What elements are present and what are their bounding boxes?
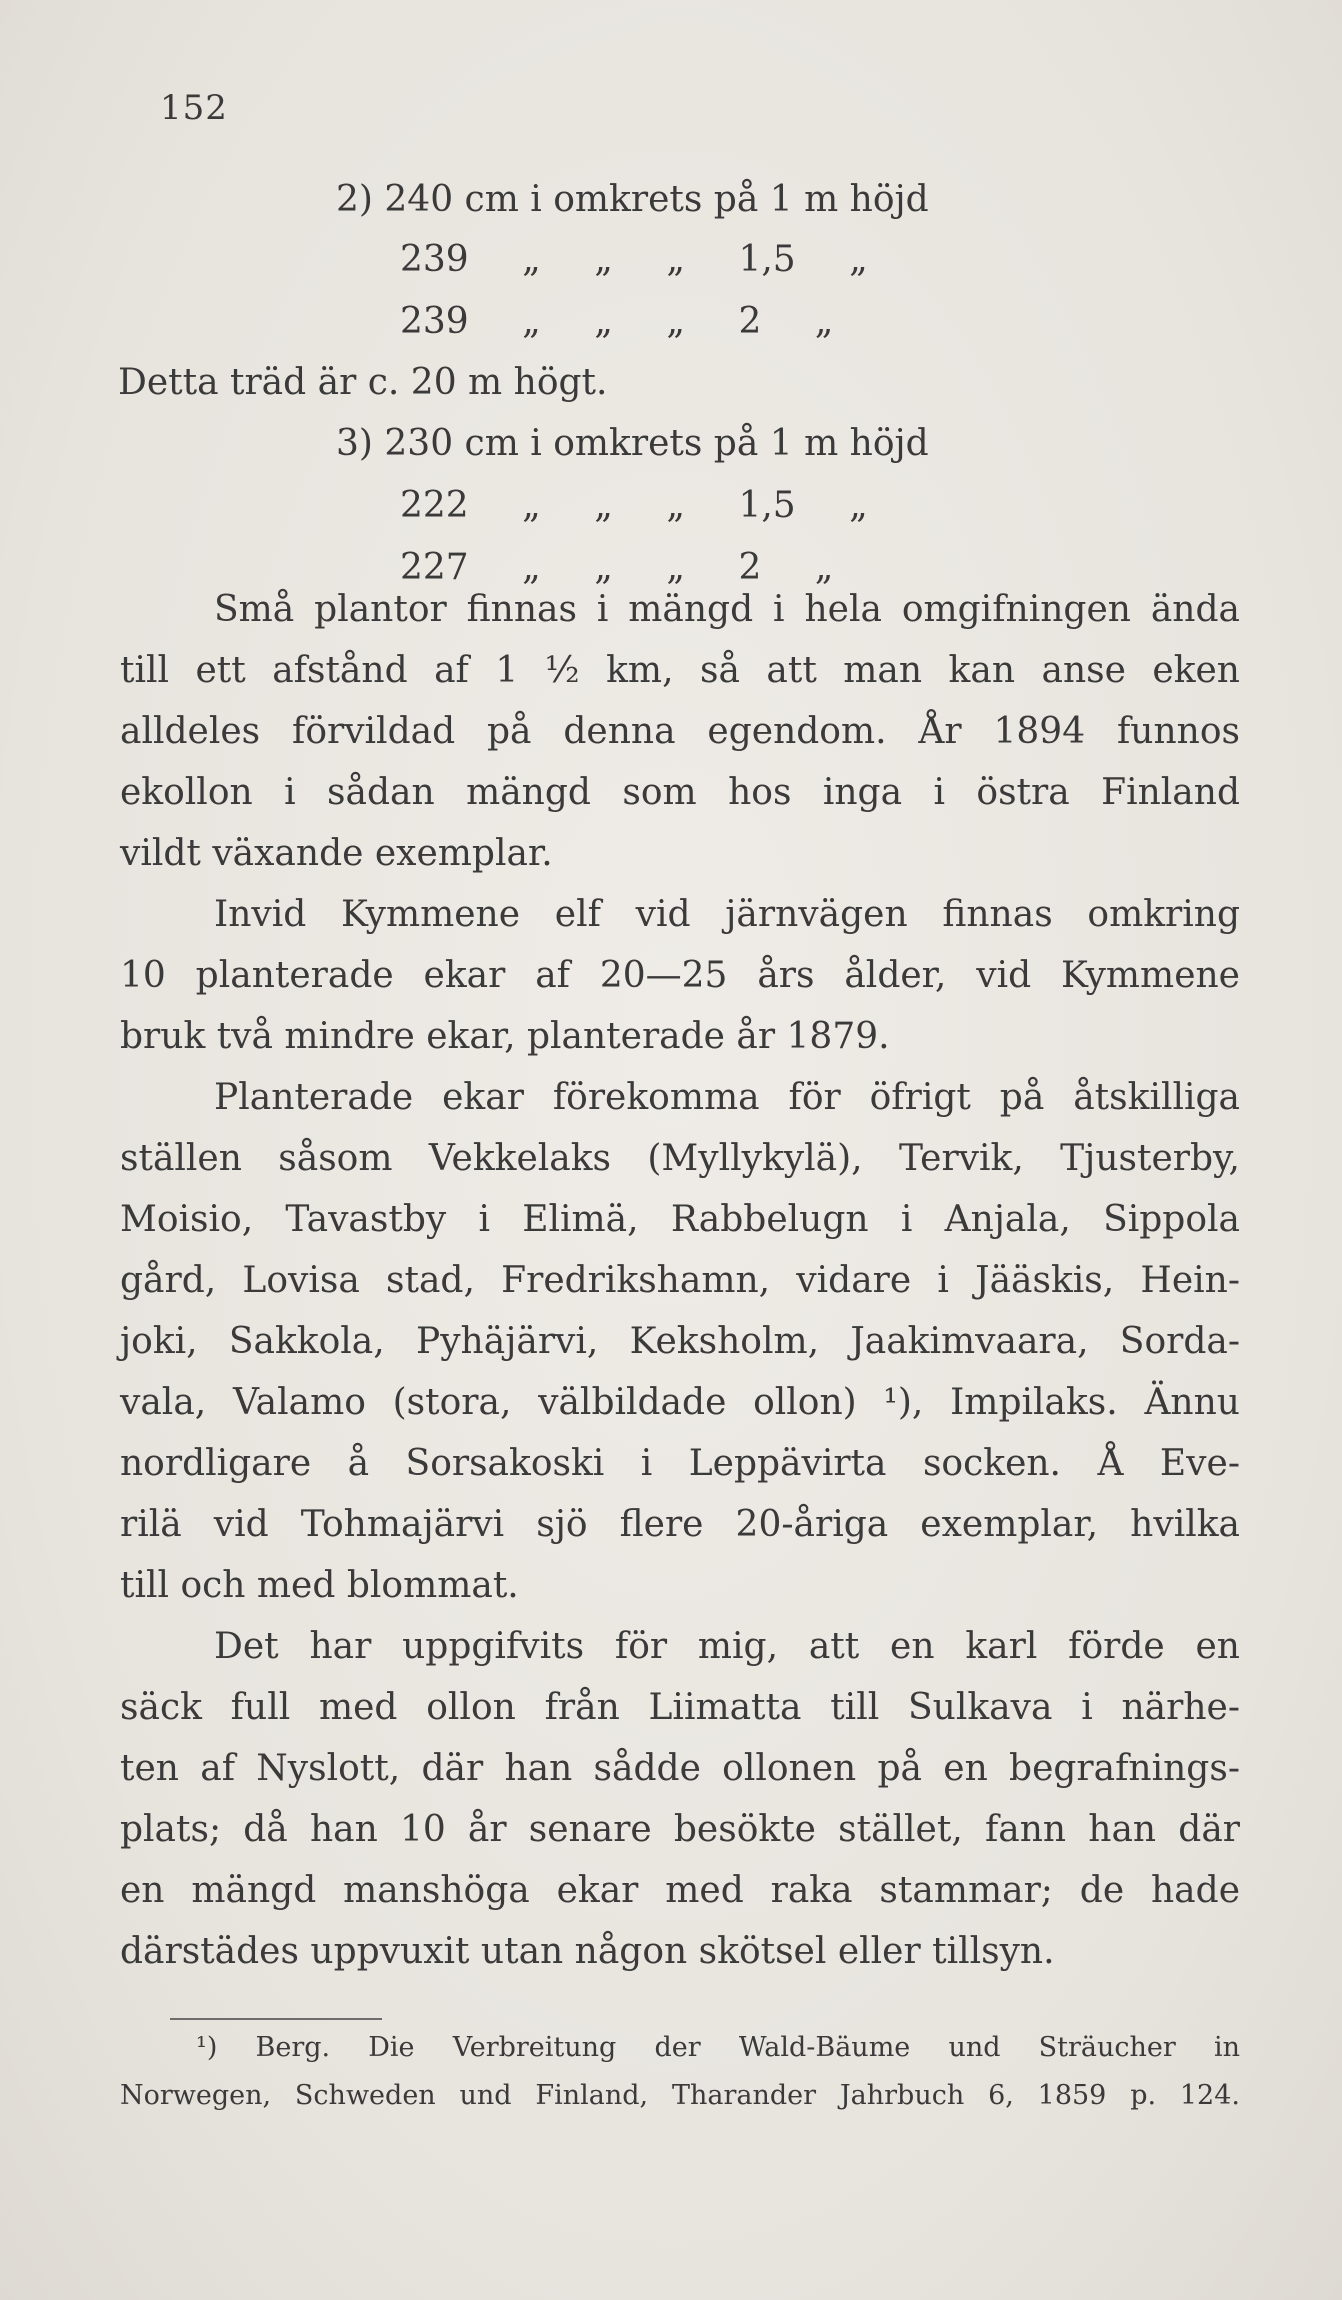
measurement-2-row-1: 2) 240 cm i omkrets på 1 m höjd — [336, 179, 929, 220]
paragraph-3-line: ställen såsom Vekkelaks (Myllykylä), Tervik, Tjusterby, — [120, 1138, 1240, 1179]
paragraph-3-line: nordligare å Sorsakoski i Leppävirta socken. Å Eve- — [120, 1443, 1240, 1484]
paragraph-3-line: till och med blommat. — [120, 1565, 519, 1606]
page-number: 152 — [160, 88, 228, 128]
footnote-separator — [170, 2018, 382, 2020]
paragraph-3-line: Moisio, Tavastby i Elimä, Rabbelugn i Anjala, Sippola — [120, 1199, 1240, 1240]
paragraph-3-line: gård, Lovisa stad, Fredrikshamn, vidare i Jääskis, Hein- — [120, 1260, 1240, 1301]
paragraph-4-line: säck full med ollon från Liimatta till Sulkava i närhe- — [120, 1687, 1240, 1728]
paragraph-1-line: till ett afstånd af 1 ½ km, så att man kan anse eken — [120, 650, 1240, 691]
measurement-3-row-2: 222 „ „ „ 1,5 „ — [400, 485, 868, 526]
paragraph-3-line: rilä vid Tohmajärvi sjö flere 20-åriga exemplar, hvilka — [120, 1504, 1240, 1545]
paragraph-2-line: 10 planterade ekar af 20—25 års ålder, vid Kymmene — [120, 955, 1240, 996]
measurement-3-row-3: 227 „ „ „ 2 „ — [400, 547, 834, 588]
paragraph-4-line: en mängd manshöga ekar med raka stammar; de hade — [120, 1870, 1240, 1911]
footnote-line-2: Norwegen, Schweden und Finland, Tharander Jahrbuch 6, 1859 p. 124. — [120, 2080, 1240, 2111]
paragraph-1-line: ekollon i sådan mängd som hos inga i östra Finland — [120, 772, 1240, 813]
footnote-line-1: ¹) Berg. Die Verbreitung der Wald-Bäume und Sträucher in — [196, 2032, 1240, 2063]
measurement-2-row-2: 239 „ „ „ 1,5 „ — [400, 239, 868, 280]
paragraph-2-line: Invid Kymmene elf vid järnvägen finnas omkring — [214, 894, 1240, 935]
note-tree-height: Detta träd är c. 20 m högt. — [118, 362, 608, 403]
paragraph-1-line: Små plantor finnas i mängd i hela omgifningen ända — [214, 589, 1240, 630]
paragraph-3-line: Planterade ekar förekomma för öfrigt på åtskilliga — [214, 1077, 1240, 1118]
paragraph-3-line: vala, Valamo (stora, välbildade ollon) ¹), Impilaks. Ännu — [120, 1382, 1240, 1423]
paragraph-1-line: vildt växande exemplar. — [120, 833, 553, 874]
paragraph-3-line: joki, Sakkola, Pyhäjärvi, Keksholm, Jaakimvaara, Sorda- — [120, 1321, 1240, 1362]
paragraph-4-line: Det har uppgifvits för mig, att en karl förde en — [214, 1626, 1240, 1667]
paragraph-1-line: alldeles förvildad på denna egendom. År 1894 funnos — [120, 711, 1240, 752]
measurement-3-row-1: 3) 230 cm i omkrets på 1 m höjd — [336, 423, 929, 464]
paragraph-4-line: ten af Nyslott, där han sådde ollonen på en begrafnings- — [120, 1748, 1240, 1789]
paragraph-2-line: bruk två mindre ekar, planterade år 1879. — [120, 1016, 890, 1057]
measurement-2-row-3: 239 „ „ „ 2 „ — [400, 301, 834, 342]
paragraph-4-line: därstädes uppvuxit utan någon skötsel eller tillsyn. — [120, 1931, 1055, 1972]
paragraph-4-line: plats; då han 10 år senare besökte stället, fann han där — [120, 1809, 1240, 1850]
